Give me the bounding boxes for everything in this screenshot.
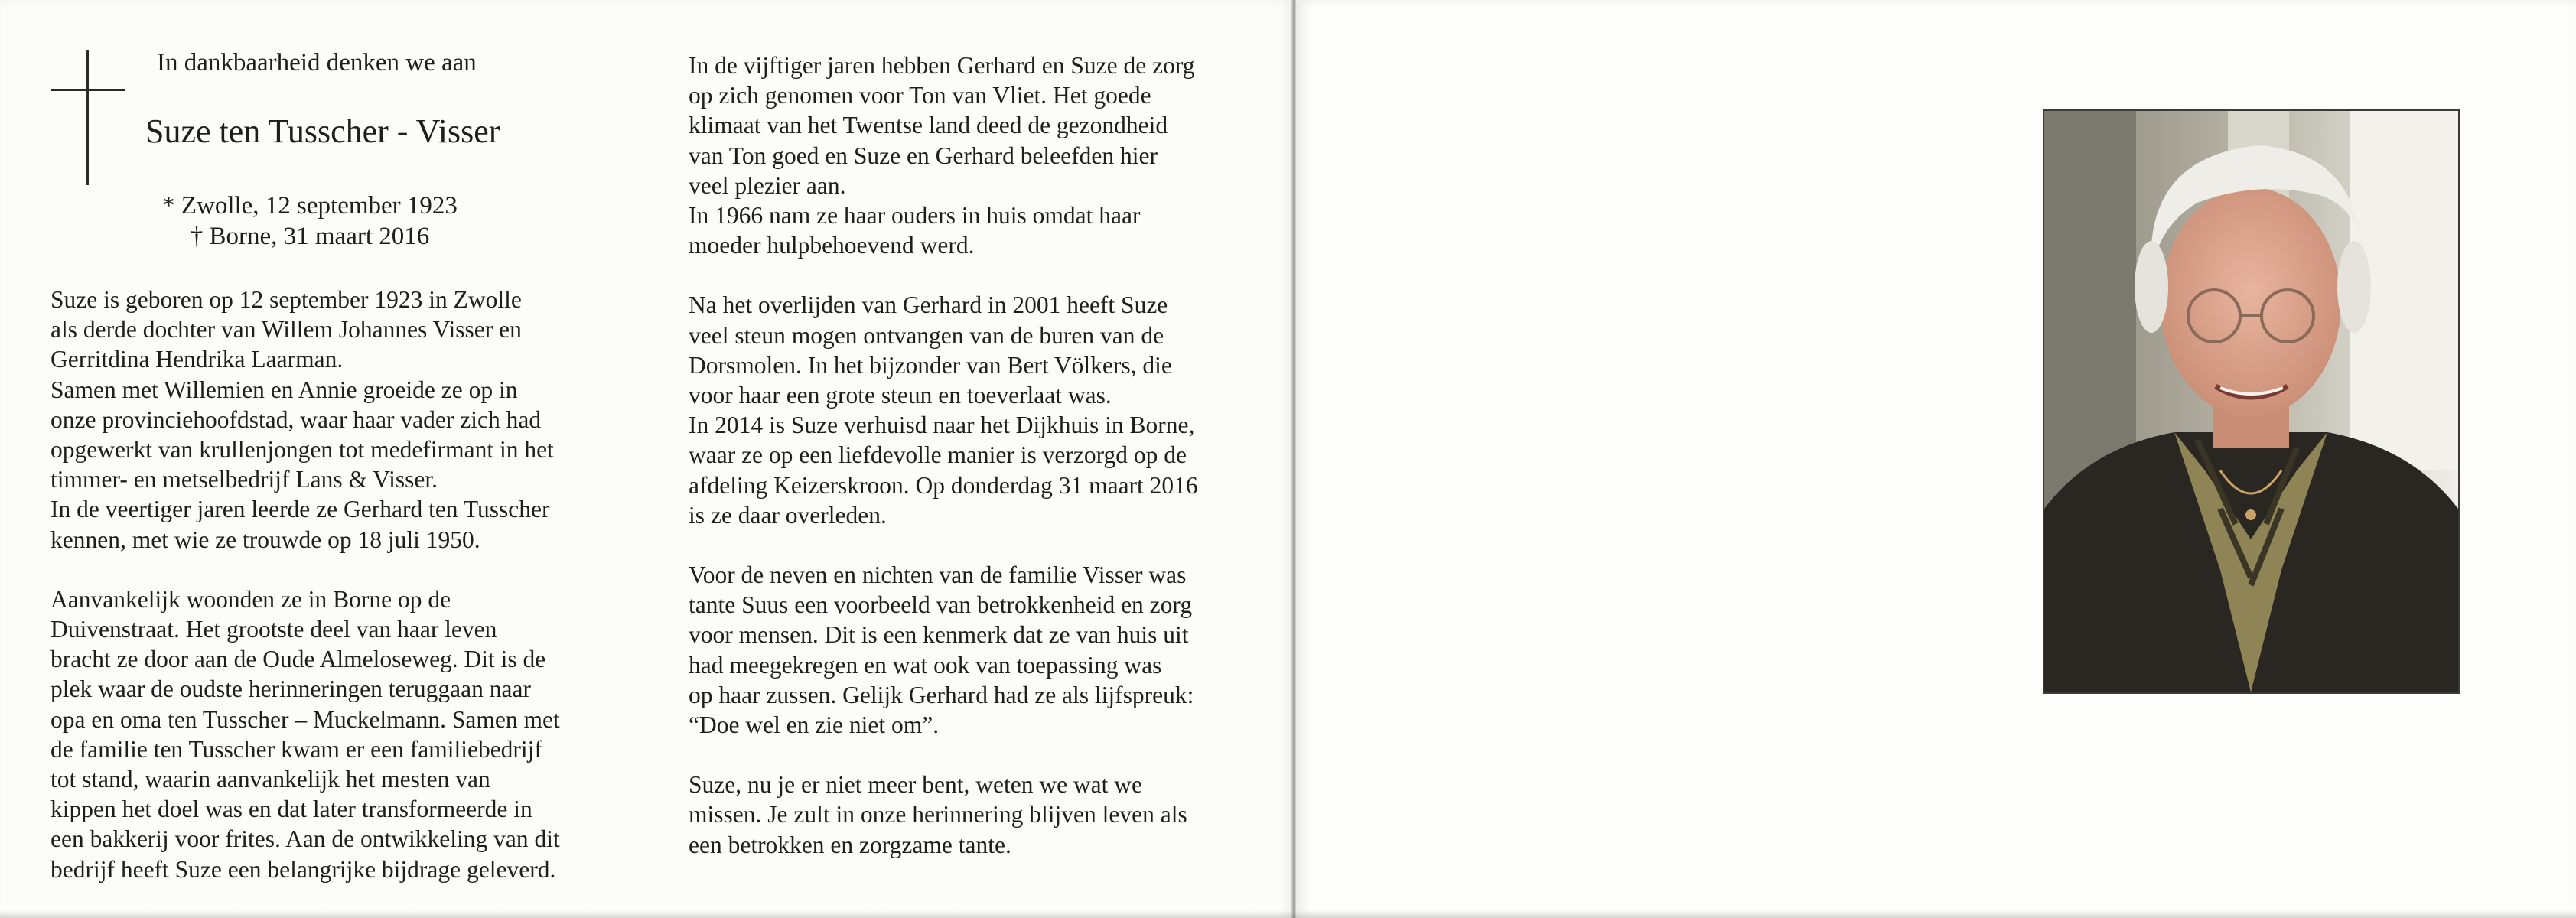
birth-date: * Zwolle, 12 september 1923 [162, 192, 458, 220]
text-line: voor haar een grote steun en toeverlaat was. [689, 382, 1112, 409]
paragraph [50, 584, 607, 884]
paragraph [50, 285, 607, 555]
text-line: kennen, met wie ze trouwde op 18 juli 1950. [50, 526, 480, 553]
text-line: Samen met Willemien en Annie groeide ze op in [50, 376, 518, 403]
text-line: opgewerkt van krullenjongen tot medefirmant in het [50, 436, 554, 464]
card-bottom-edge [0, 910, 2576, 918]
paragraph [689, 770, 1246, 860]
text-line: een betrokken en zorgzame tante. [689, 831, 1011, 858]
text-line: bedrijf heeft Suze een belangrijke bijdrage geleverd. [50, 855, 556, 883]
text-line: op haar zussen. Gelijk Gerhard had ze als lijfspreuk: [689, 681, 1194, 708]
text-line: timmer- en metselbedrijf Lans & Visser. [50, 466, 438, 493]
paragraph [689, 50, 1246, 260]
cross-icon-horizontal [51, 89, 125, 91]
text-line: Na het overlijden van Gerhard in 2001 heeft Suze [689, 291, 1168, 319]
cross-icon-vertical [86, 50, 89, 185]
text-line: Gerritdina Hendrika Laarman. [50, 346, 344, 373]
text-line: Dorsmolen. In het bijzonder van Bert Völkers, die [689, 351, 1172, 379]
text-line: moeder hulpbehoevend werd. [689, 232, 975, 259]
biography-column-1 [50, 285, 607, 884]
biography-column-2 [689, 50, 1246, 860]
text-line: als derde dochter van Willem Johannes Visser en [50, 316, 522, 343]
text-line: op zich genomen voor Ton van Vliet. Het goede [689, 82, 1151, 109]
text-line: In de veertiger jaren leerde ze Gerhard ten Tusscher [50, 496, 550, 523]
paragraph [689, 290, 1246, 530]
text-line: Suze is geboren op 12 september 1923 in Zwolle [50, 286, 522, 313]
text-line: had meegekregen en wat ook van toepassing was [689, 651, 1162, 679]
text-line: tante Suus een voorbeeld van betrokkenheid en zorg [689, 591, 1193, 619]
text-line: tot stand, waarin aanvankelijk het mesten van [50, 766, 490, 793]
text-line: opa en oma ten Tusscher – Muckelmann. Samen met [50, 705, 560, 733]
text-line: Duivenstraat. Het grootste deel van haar leven [50, 616, 497, 643]
text-line: In 1966 nam ze haar ouders in huis omdat haar [689, 202, 1141, 230]
text-line: veel plezier aan. [689, 171, 846, 199]
text-line: kippen het doel was en dat later transformeerde in [50, 796, 532, 823]
text-line: van Ton goed en Suze en Gerhard beleefden hier [689, 142, 1158, 169]
text-line: klimaat van het Twentse land deed de gezondheid [689, 112, 1168, 139]
text-line: In 2014 is Suze verhuisd naar het Dijkhuis in Borne, [689, 412, 1195, 439]
text-line: Suze, nu je er niet meer bent, weten we wat we [689, 771, 1143, 799]
text-line: veel steun mogen ontvangen van de buren van de [689, 321, 1164, 349]
text-line: Aanvankelijk woonden ze in Borne op de [50, 585, 451, 613]
death-date: † Borne, 31 maart 2016 [190, 223, 430, 250]
text-line: de familie ten Tusscher kwam er een familiebedrijf [50, 735, 542, 763]
text-line: “Doe wel en zie niet om”. [689, 711, 940, 739]
portrait-photo [2043, 109, 2460, 694]
text-line: missen. Je zult in onze herinnering blijven leven als [689, 801, 1187, 828]
text-line: In de vijftiger jaren hebben Gerhard en Suze de zorg [689, 52, 1195, 79]
text-line: bracht ze door aan de Oude Almeloseweg. Dit is de [50, 646, 546, 673]
text-line: voor mensen. Dit is een kenmerk dat ze van huis uit [689, 621, 1189, 649]
text-line: afdeling Keizerskroon. Op donderdag 31 maart 2016 [689, 471, 1198, 499]
paragraph [689, 560, 1246, 740]
text-line: is ze daar overleden. [689, 501, 887, 529]
text-line: waar ze op een liefdevolle manier is verzorgd op de [689, 441, 1187, 469]
intro-text: In dankbaarheid denken we aan [157, 49, 477, 76]
text-line: plek waar de oudste herinneringen teruggaan naar [50, 675, 531, 703]
text-line: onze provinciehoofdstad, waar haar vader zich had [50, 405, 542, 433]
deceased-name: Suze ten Tusscher - Visser [145, 112, 500, 150]
text-line: Voor de neven en nichten van de familie Visser was [689, 562, 1187, 589]
text-line: een bakkerij voor frites. Aan de ontwikkeling van dit [50, 825, 560, 853]
